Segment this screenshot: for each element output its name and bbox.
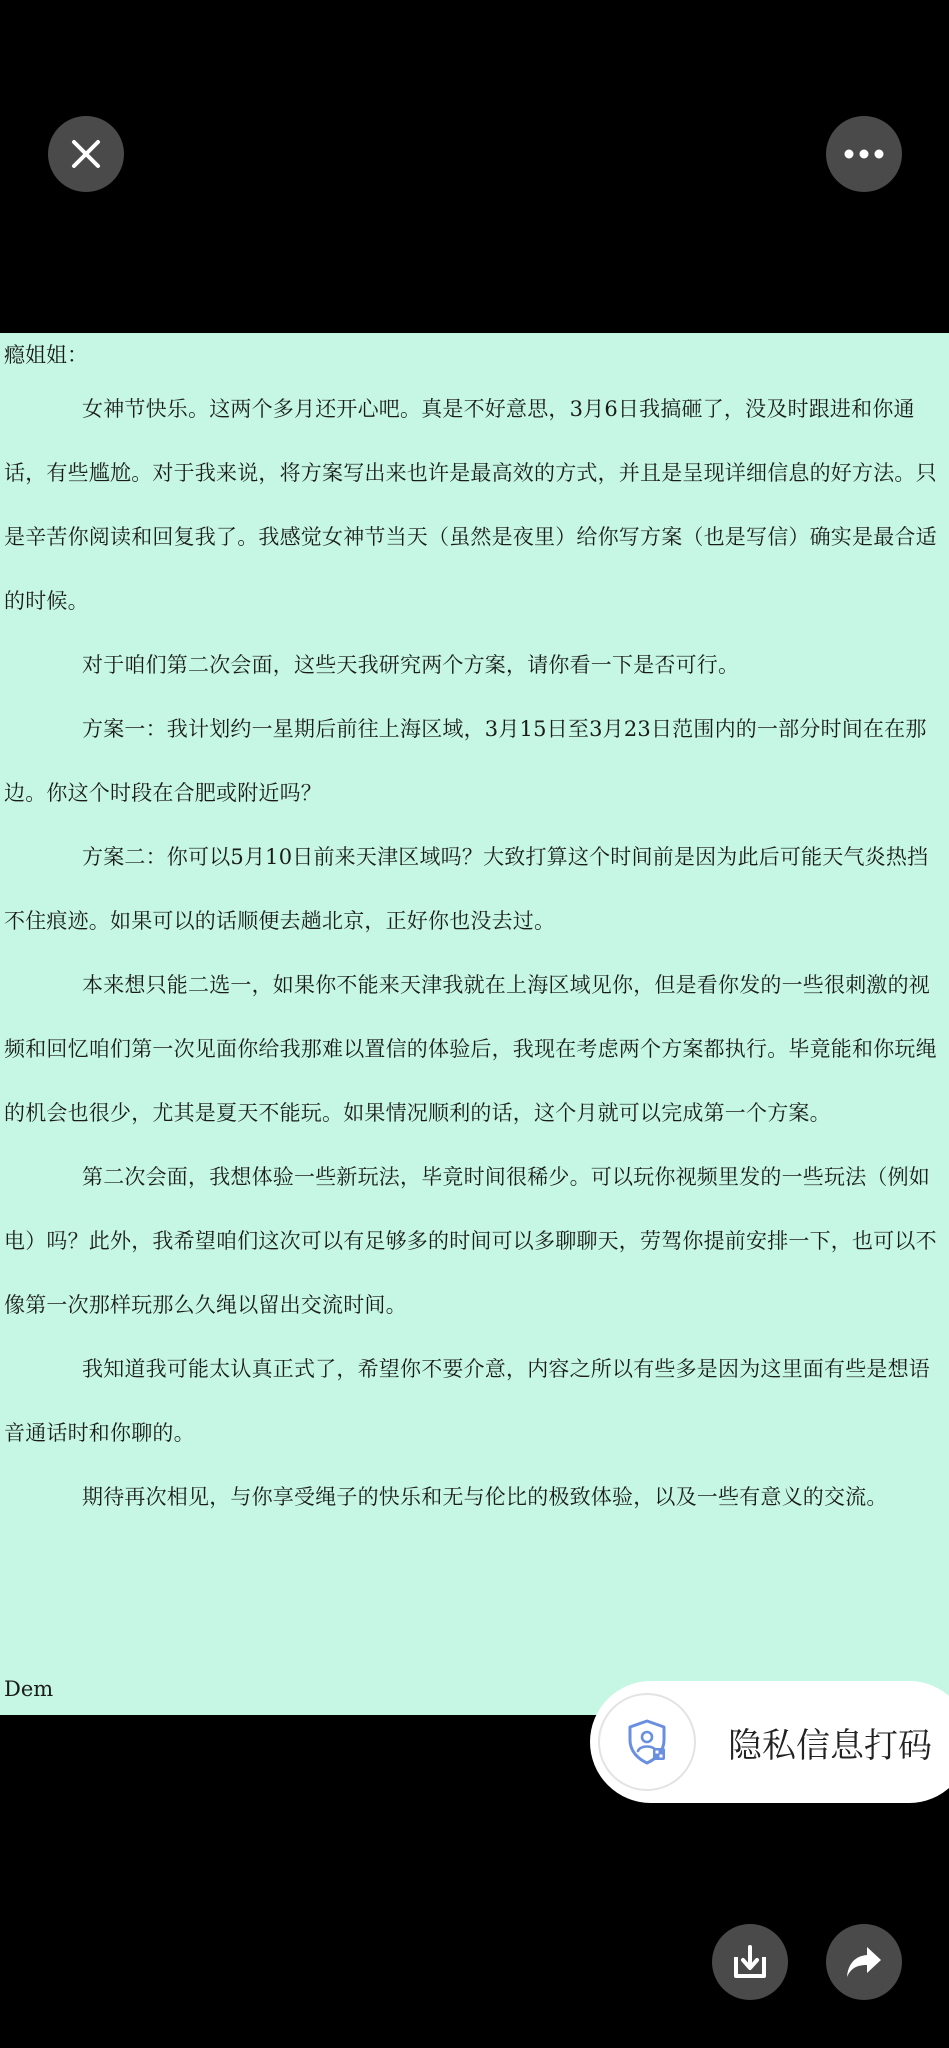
- letter-paragraph: 第二次会面，我想体验一些新玩法，毕竟时间很稀少。可以玩你视频里发的一些玩法（例如电）吗？此外，我希望咱们这次可以有足够多的时间可以多聊聊天，劳驾你提前安排一下，也可以不像第一次那样玩那么久绳以留出交流时间。: [4, 1165, 937, 1317]
- share-button[interactable]: [826, 1924, 902, 2000]
- letter-salutation: 瘾姐姐：: [4, 343, 88, 367]
- close-button[interactable]: [48, 116, 124, 192]
- privacy-mask-label: 隐私信息打码: [728, 1725, 932, 1766]
- shield-icon: [625, 1718, 669, 1766]
- letter-image: [0, 333, 949, 1715]
- download-button[interactable]: [712, 1924, 788, 2000]
- privacy-shield-badge: [598, 1693, 696, 1791]
- letter-paragraph: 对于咱们第二次会面，这些天我研究两个方案，请你看一下是否可行。: [82, 653, 740, 677]
- share-icon: [845, 1945, 883, 1979]
- letter-paragraph: 我知道我可能太认真正式了，希望你不要介意，内容之所以有些多是因为这里面有些是想语音通话时和你聊的。: [4, 1357, 930, 1445]
- letter-paragraph: 方案一：我计划约一星期后前往上海区域，3月15日至3月23日范围内的一部分时间在在那边。你这个时段在合肥或附近吗？: [4, 717, 927, 805]
- close-icon: [70, 138, 102, 170]
- letter-paragraph: 期待再次相见，与你享受绳子的快乐和无与伦比的极致体验，以及一些有意义的交流。: [82, 1485, 888, 1509]
- more-options-button[interactable]: [826, 116, 902, 192]
- letter-body: [0, 377, 945, 1529]
- download-icon: [732, 1943, 768, 1981]
- letter-paragraph: 女神节快乐。这两个多月还开心吧。真是不好意思，3月6日我搞砸了，没及时跟进和你通话，有些尴尬。对于我来说，将方案写出来也许是最高效的方式，并且是呈现详细信息的好方法。只是辛苦你阅读和回复我了。我感觉女神节当天（虽然是夜里）给你写方案（也是写信）确实是最合适的时候。: [4, 397, 937, 613]
- more-icon: [844, 149, 884, 159]
- privacy-mask-button[interactable]: [590, 1681, 949, 1803]
- letter-paragraph: 方案二：你可以5月10日前来天津区域吗？大致打算这个时间前是因为此后可能天气炎热挡不住痕迹。如果可以的话顺便去趟北京，正好你也没去过。: [4, 845, 929, 933]
- letter-signature: Dem: [4, 1677, 54, 1701]
- letter-paragraph: 本来想只能二选一，如果你不能来天津我就在上海区域见你，但是看你发的一些很刺激的视频和回忆咱们第一次见面你给我那难以置信的体验后，我现在考虑两个方案都执行。毕竟能和你玩绳的机会也很少，尤其是夏天不能玩。如果情况顺利的话，这个月就可以完成第一个方案。: [4, 973, 937, 1125]
